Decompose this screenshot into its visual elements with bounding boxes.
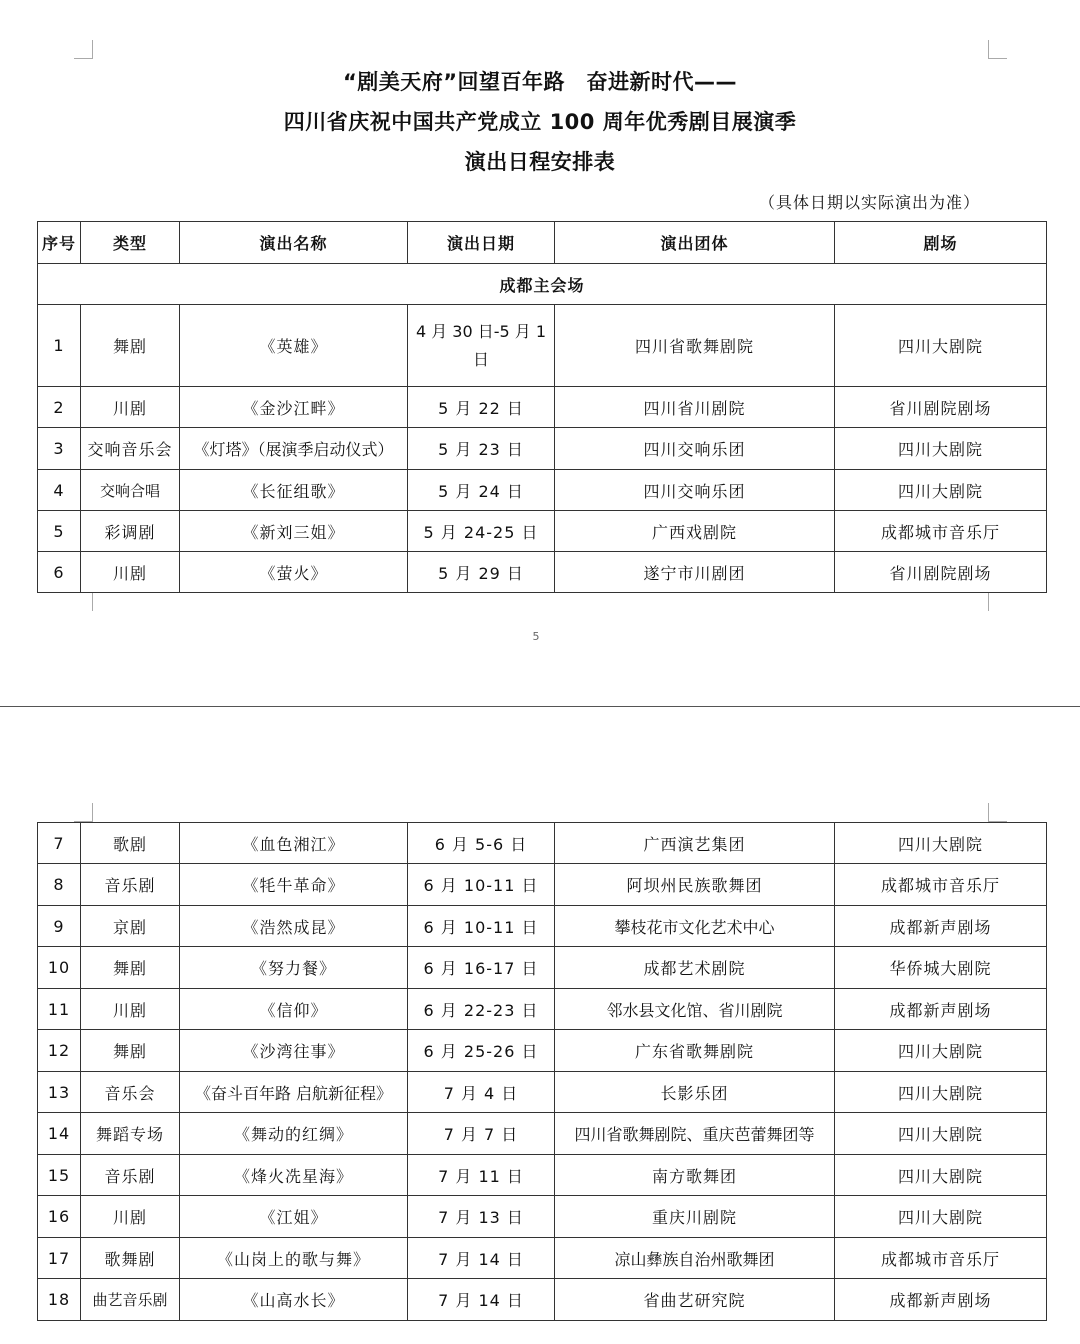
table-row xyxy=(38,947,1047,989)
cell-date: 7 月 7 日 xyxy=(408,1113,555,1155)
cell-name: 《血色湘江》 xyxy=(180,823,408,864)
cell-no: 5 xyxy=(38,511,81,552)
cell-no: 1 xyxy=(38,305,81,387)
cell-name: 《萤火》 xyxy=(180,552,408,593)
cell-no: 10 xyxy=(38,947,81,989)
cell-venue: 成都城市音乐厅 xyxy=(835,864,1047,906)
cell-date: 6 月 16-17 日 xyxy=(408,947,555,989)
cell-date: 7 月 11 日 xyxy=(408,1155,555,1196)
doc-title-line-2: 四川省庆祝中国共产党成立 100 周年优秀剧目展演季 xyxy=(283,110,797,134)
cell-date: 6 月 10-11 日 xyxy=(408,864,555,906)
cell-venue: 四川大剧院 xyxy=(835,1030,1047,1072)
cell-no: 8 xyxy=(38,864,81,906)
cell-type: 音乐会 xyxy=(81,1072,180,1113)
table-row xyxy=(38,428,1047,470)
crop-mark xyxy=(988,592,1007,611)
cell-type: 舞蹈专场 xyxy=(81,1113,180,1155)
cell-no: 17 xyxy=(38,1238,81,1279)
cell-venue: 四川大剧院 xyxy=(835,470,1047,511)
schedule-table-page-2 xyxy=(37,822,1047,1321)
cell-venue: 成都城市音乐厅 xyxy=(835,1238,1047,1279)
table-row xyxy=(38,823,1047,864)
table-row xyxy=(38,1030,1047,1072)
cell-venue: 成都新声剧场 xyxy=(835,906,1047,947)
table-header-row xyxy=(38,222,1047,264)
cell-type: 彩调剧 xyxy=(81,511,180,552)
cell-name: 《金沙江畔》 xyxy=(180,387,408,428)
crop-mark xyxy=(988,40,1007,59)
table-row xyxy=(38,989,1047,1030)
cell-name: 《努力餐》 xyxy=(180,947,408,989)
cell-troupe: 凉山彝族自治州歌舞团 xyxy=(555,1238,835,1279)
cell-troupe: 四川省歌舞剧院、重庆芭蕾舞团等 xyxy=(555,1113,835,1155)
doc-title-line-3: 演出日程安排表 xyxy=(464,150,616,174)
cell-no: 15 xyxy=(38,1155,81,1196)
cell-date: 6 月 25-26 日 xyxy=(408,1030,555,1072)
cell-date: 7 月 14 日 xyxy=(408,1238,555,1279)
cell-name: 《长征组歌》 xyxy=(180,470,408,511)
cell-troupe: 四川交响乐团 xyxy=(555,428,835,470)
header-troupe: 演出团体 xyxy=(555,222,835,264)
cell-name: 《沙湾往事》 xyxy=(180,1030,408,1072)
table-row xyxy=(38,1196,1047,1238)
page-separator xyxy=(0,706,1080,707)
cell-date: 7 月 13 日 xyxy=(408,1196,555,1238)
cell-date: 6 月 5-6 日 xyxy=(408,823,555,864)
cell-name: 《灯塔》（展演季启动仪式） xyxy=(180,428,408,470)
header-date: 演出日期 xyxy=(408,222,555,264)
page-number: 5 xyxy=(532,630,540,643)
cell-no: 13 xyxy=(38,1072,81,1113)
cell-date: 5 月 23 日 xyxy=(408,428,555,470)
cell-venue: 四川大剧院 xyxy=(835,823,1047,864)
cell-name: 《山高水长》 xyxy=(180,1279,408,1321)
cell-troupe: 南方歌舞团 xyxy=(555,1155,835,1196)
cell-troupe: 广东省歌舞剧院 xyxy=(555,1030,835,1072)
table-row xyxy=(38,387,1047,428)
table-row xyxy=(38,470,1047,511)
cell-venue: 四川大剧院 xyxy=(835,428,1047,470)
cell-type: 曲艺音乐剧 xyxy=(81,1279,180,1321)
table-row xyxy=(38,552,1047,593)
crop-mark xyxy=(74,803,93,822)
cell-troupe: 广西演艺集团 xyxy=(555,823,835,864)
cell-name: 《舞动的红绸》 xyxy=(180,1113,408,1155)
cell-type: 歌剧 xyxy=(81,823,180,864)
cell-troupe: 攀枝花市文化艺术中心 xyxy=(555,906,835,947)
cell-venue: 成都新声剧场 xyxy=(835,989,1047,1030)
cell-name: 《信仰》 xyxy=(180,989,408,1030)
cell-no: 12 xyxy=(38,1030,81,1072)
cell-troupe: 四川省歌舞剧院 xyxy=(555,305,835,387)
cell-name: 《英雄》 xyxy=(180,305,408,387)
doc-title-line-1: “剧美天府”回望百年路 奋进新时代—— xyxy=(342,70,738,94)
header-name: 演出名称 xyxy=(180,222,408,264)
cell-venue: 四川大剧院 xyxy=(835,305,1047,387)
cell-type: 京剧 xyxy=(81,906,180,947)
cell-venue: 省川剧院剧场 xyxy=(835,387,1047,428)
schedule-table-page-1 xyxy=(37,221,1047,593)
table-row xyxy=(38,906,1047,947)
cell-troupe: 成都艺术剧院 xyxy=(555,947,835,989)
section-label: 成都主会场 xyxy=(38,264,1047,305)
section-row xyxy=(38,264,1047,305)
cell-no: 18 xyxy=(38,1279,81,1321)
cell-name: 《山岗上的歌与舞》 xyxy=(180,1238,408,1279)
cell-date: 5 月 24-25 日 xyxy=(408,511,555,552)
cell-type: 舞剧 xyxy=(81,305,180,387)
crop-mark xyxy=(74,40,93,59)
cell-type: 川剧 xyxy=(81,552,180,593)
cell-date: 5 月 24 日 xyxy=(408,470,555,511)
cell-type: 交响音乐会 xyxy=(81,428,180,470)
cell-troupe: 四川交响乐团 xyxy=(555,470,835,511)
cell-no: 9 xyxy=(38,906,81,947)
cell-type: 舞剧 xyxy=(81,947,180,989)
cell-date: 5 月 22 日 xyxy=(408,387,555,428)
cell-type: 舞剧 xyxy=(81,1030,180,1072)
cell-name: 《浩然成昆》 xyxy=(180,906,408,947)
cell-date: 6 月 10-11 日 xyxy=(408,906,555,947)
cell-name: 《牦牛革命》 xyxy=(180,864,408,906)
cell-troupe: 省曲艺研究院 xyxy=(555,1279,835,1321)
table-row xyxy=(38,1155,1047,1196)
cell-troupe: 长影乐团 xyxy=(555,1072,835,1113)
cell-venue: 四川大剧院 xyxy=(835,1196,1047,1238)
cell-type: 川剧 xyxy=(81,387,180,428)
cell-venue: 成都新声剧场 xyxy=(835,1279,1047,1321)
cell-type: 音乐剧 xyxy=(81,864,180,906)
cell-no: 4 xyxy=(38,470,81,511)
table-row xyxy=(38,511,1047,552)
header-no: 序号 xyxy=(38,222,81,264)
cell-troupe: 邻水县文化馆、省川剧院 xyxy=(555,989,835,1030)
cell-name: 《江姐》 xyxy=(180,1196,408,1238)
cell-date: 4 月 30 日-5 月 1 日 xyxy=(408,305,555,387)
cell-venue: 成都城市音乐厅 xyxy=(835,511,1047,552)
cell-type: 音乐剧 xyxy=(81,1155,180,1196)
cell-venue: 四川大剧院 xyxy=(835,1155,1047,1196)
cell-troupe: 遂宁市川剧团 xyxy=(555,552,835,593)
cell-no: 7 xyxy=(38,823,81,864)
cell-date: 6 月 22-23 日 xyxy=(408,989,555,1030)
crop-mark xyxy=(988,803,1007,822)
cell-venue: 四川大剧院 xyxy=(835,1113,1047,1155)
cell-date: 5 月 29 日 xyxy=(408,552,555,593)
cell-date: 7 月 14 日 xyxy=(408,1279,555,1321)
crop-mark xyxy=(74,592,93,611)
cell-venue: 四川大剧院 xyxy=(835,1072,1047,1113)
cell-no: 3 xyxy=(38,428,81,470)
cell-no: 14 xyxy=(38,1113,81,1155)
cell-no: 6 xyxy=(38,552,81,593)
cell-type: 川剧 xyxy=(81,989,180,1030)
cell-no: 11 xyxy=(38,989,81,1030)
cell-type: 歌舞剧 xyxy=(81,1238,180,1279)
cell-venue: 华侨城大剧院 xyxy=(835,947,1047,989)
cell-troupe: 重庆川剧院 xyxy=(555,1196,835,1238)
table-row xyxy=(38,1238,1047,1279)
cell-troupe: 广西戏剧院 xyxy=(555,511,835,552)
date-note: （具体日期以实际演出为准） xyxy=(758,193,980,212)
cell-name: 《奋斗百年路 启航新征程》 xyxy=(180,1072,408,1113)
header-type: 类型 xyxy=(81,222,180,264)
table-row xyxy=(38,1072,1047,1113)
table-row xyxy=(38,864,1047,906)
cell-no: 16 xyxy=(38,1196,81,1238)
cell-venue: 省川剧院剧场 xyxy=(835,552,1047,593)
cell-date: 7 月 4 日 xyxy=(408,1072,555,1113)
table-row xyxy=(38,1279,1047,1321)
cell-type: 交响合唱 xyxy=(81,470,180,511)
cell-name: 《烽火冼星海》 xyxy=(180,1155,408,1196)
cell-no: 2 xyxy=(38,387,81,428)
header-venue: 剧场 xyxy=(835,222,1047,264)
table-row xyxy=(38,1113,1047,1155)
cell-troupe: 四川省川剧院 xyxy=(555,387,835,428)
cell-name: 《新刘三姐》 xyxy=(180,511,408,552)
cell-troupe: 阿坝州民族歌舞团 xyxy=(555,864,835,906)
table-row xyxy=(38,305,1047,387)
cell-type: 川剧 xyxy=(81,1196,180,1238)
